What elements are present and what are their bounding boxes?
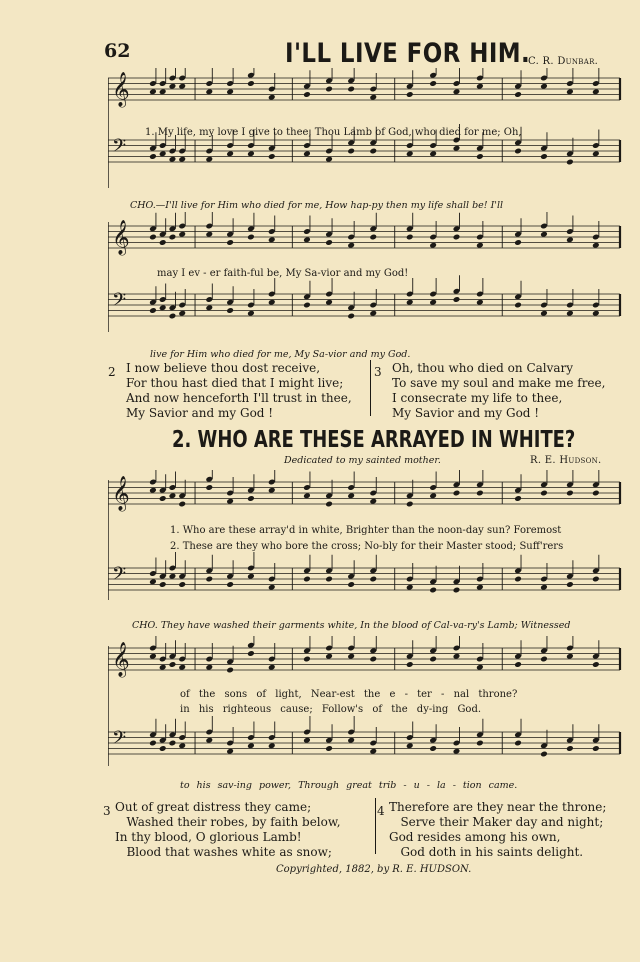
verse-text: I now believe thou dost receive, For thou hast died that I might live; And now henceforth I'll trust in thee, My Savior and my God ! [126, 361, 352, 420]
note-head [247, 234, 255, 241]
hymn1-system1-staves [108, 68, 628, 208]
verse-number: 2 [108, 365, 116, 379]
note-head [369, 576, 377, 583]
note-head [453, 145, 461, 152]
note-head [226, 88, 234, 95]
note-head [149, 578, 157, 585]
note-head [406, 742, 414, 749]
note-head [592, 661, 600, 668]
note-head [514, 740, 522, 747]
bass-clef-icon: 𝄢 [112, 564, 127, 589]
note-head [159, 664, 167, 671]
note-head [159, 304, 167, 311]
note-head [540, 83, 548, 90]
note-head [205, 304, 213, 311]
note-head [178, 83, 186, 90]
note-head [247, 742, 255, 749]
hymn2-line2-lyrics-bass: to his sav-ing power, Through great trib - u - la - tion came. [180, 780, 518, 791]
note-head [347, 653, 355, 660]
hymn1-verse-2 [108, 361, 352, 420]
note-head [268, 236, 276, 243]
note-head [476, 299, 484, 306]
hymn2-verse-4 [377, 800, 607, 859]
note-head [149, 653, 157, 660]
hymn2-verse1-lyrics: 1. Who are these array'd in white, Brighter than the noon-day sun? Foremost [170, 525, 562, 536]
note-head [347, 148, 355, 155]
note-head [429, 150, 437, 157]
note-head [429, 80, 437, 87]
verse-number: 3 [374, 365, 382, 379]
note-head [476, 83, 484, 90]
note-head [226, 581, 234, 588]
verse-number: 3 [103, 804, 111, 818]
note-head [369, 234, 377, 241]
note-head [268, 487, 276, 494]
note-head [325, 653, 333, 660]
note-head [347, 492, 355, 499]
note-head [169, 234, 177, 241]
note-head [205, 88, 213, 95]
note-head [540, 153, 548, 160]
note-head [303, 737, 311, 744]
note-head [159, 150, 167, 157]
note-head [592, 150, 600, 157]
note-head [149, 88, 157, 95]
note-head [369, 148, 377, 155]
note-head [169, 156, 177, 163]
hymn2-dedication: Dedicated to my sainted mother. [284, 455, 441, 466]
note-head [205, 156, 213, 163]
note-head [169, 83, 177, 90]
note-head [178, 501, 186, 508]
note-head [247, 650, 255, 657]
note-head [566, 581, 574, 588]
note-head [476, 584, 484, 591]
note-head [540, 584, 548, 591]
note-head [476, 740, 484, 747]
note-head [476, 664, 484, 671]
note-head [325, 745, 333, 752]
note-head [406, 299, 414, 306]
verse-divider [375, 798, 376, 854]
note-head [226, 150, 234, 157]
note-head [476, 242, 484, 249]
note-head [226, 307, 234, 314]
note-head [149, 153, 157, 160]
verse-text: Therefore are they near the throne; Serve their Maker day and night; God resides among his own, God doth in his saints delight. [389, 800, 607, 859]
note-head [303, 656, 311, 663]
note-head [592, 242, 600, 249]
treble-clef-icon: 𝄞 [112, 220, 130, 255]
note-head [247, 495, 255, 502]
hymn1-composer: C. R. Dunbar. [528, 56, 599, 67]
note-head [566, 236, 574, 243]
note-head [268, 153, 276, 160]
note-head [325, 156, 333, 163]
note-head [226, 667, 234, 674]
note-head [592, 310, 600, 317]
page-number: 62 [104, 40, 131, 62]
note-head [178, 310, 186, 317]
note-head [592, 576, 600, 583]
note-head [303, 492, 311, 499]
note-head [566, 745, 574, 752]
verse-text: Out of great distress they came; Washed their robes, by faith below, In thy blood, O glorious Lamb! Blood that washes white as snow; [115, 800, 341, 859]
hymn2-title: 2. WHO ARE THESE ARRAYED IN WHITE? [172, 427, 576, 453]
note-head [406, 91, 414, 98]
treble-clef-icon: 𝄞 [112, 476, 130, 511]
note-head [325, 576, 333, 583]
note-head [406, 150, 414, 157]
note-head [453, 234, 461, 241]
note-head [178, 231, 186, 238]
hymn2-verse-3 [103, 800, 341, 859]
note-head [429, 242, 437, 249]
note-head [347, 737, 355, 744]
note-head [247, 310, 255, 317]
note-head [514, 239, 522, 246]
note-head [347, 581, 355, 588]
hymn1-chorus-lyrics-top: CHO.—I'll live for Him who died for me, How hap-py then my life shall be! I'll [130, 200, 504, 211]
note-head [169, 661, 177, 668]
hymn2-composer: R. E. Hudson. [530, 455, 602, 466]
hymn2-line2-lyrics-v2: in his righteous cause; Follow's of the dy-ing God. [180, 704, 482, 715]
note-head [303, 150, 311, 157]
hymn2-verse2-lyrics: 2. These are they who bore the cross; No-bly for their Master stood; Suff'rers [170, 541, 564, 552]
note-head [540, 231, 548, 238]
note-head [566, 310, 574, 317]
note-head [268, 584, 276, 591]
note-head [347, 86, 355, 93]
note-head [514, 91, 522, 98]
note-head [347, 242, 355, 249]
note-head [159, 745, 167, 752]
note-head [429, 587, 437, 594]
note-head [453, 490, 461, 497]
note-head [566, 653, 574, 660]
note-head [247, 573, 255, 580]
note-head [514, 576, 522, 583]
note-head [514, 302, 522, 309]
note-head [592, 88, 600, 95]
bass-clef-icon: 𝄢 [112, 136, 127, 161]
note-head [205, 664, 213, 671]
note-head [566, 159, 574, 166]
note-head [205, 737, 213, 744]
hymn1-title: I'LL LIVE FOR HIM. [285, 38, 531, 69]
verse-number: 4 [377, 804, 385, 818]
verse-text: Oh, thou who died on Calvary To save my soul and make me free, I consecrate my life to thee, My Savior and my God ! [392, 361, 606, 420]
note-head [268, 94, 276, 101]
note-head [159, 581, 167, 588]
note-head [169, 492, 177, 499]
note-head [406, 501, 414, 508]
treble-clef-icon: 𝄞 [112, 642, 130, 677]
note-head [453, 296, 461, 303]
note-head [178, 664, 186, 671]
note-head [178, 742, 186, 749]
note-head [149, 307, 157, 314]
note-head [159, 239, 167, 246]
note-head [149, 234, 157, 241]
note-head [169, 313, 177, 320]
note-head [178, 581, 186, 588]
hymn1-chorus-lyrics-mid: may I ev - er faith-ful be, My Sa-vior and my God! [157, 268, 409, 279]
note-head [325, 86, 333, 93]
note-head [325, 239, 333, 246]
note-head [347, 313, 355, 320]
note-head [429, 745, 437, 752]
note-head [566, 490, 574, 497]
note-head [514, 661, 522, 668]
note-head [429, 299, 437, 306]
note-head [268, 299, 276, 306]
note-head [149, 740, 157, 747]
note-head [159, 495, 167, 502]
note-head [169, 740, 177, 747]
hymn1-chorus-lyrics-bass: live for Him who died for me, My Sa-vior and my God. [150, 349, 411, 360]
note-head [476, 490, 484, 497]
note-head [540, 656, 548, 663]
hymn2-line2-lyrics-v1: of the sons of light, Near-est the e - ter - nal throne? [180, 689, 518, 700]
note-head [476, 153, 484, 160]
hymn1-verse-3 [374, 361, 606, 420]
note-head [453, 748, 461, 755]
note-head [303, 91, 311, 98]
note-head [453, 653, 461, 660]
note-head [226, 748, 234, 755]
note-head [178, 156, 186, 163]
note-head [453, 587, 461, 594]
note-head [514, 148, 522, 155]
note-head [406, 234, 414, 241]
note-head [226, 239, 234, 246]
note-head [247, 80, 255, 87]
note-head [303, 576, 311, 583]
note-head [406, 584, 414, 591]
note-head [429, 492, 437, 499]
note-head [325, 501, 333, 508]
note-head [369, 656, 377, 663]
note-head [247, 150, 255, 157]
verse-divider [370, 360, 371, 416]
note-head [453, 88, 461, 95]
note-head [268, 742, 276, 749]
note-head [369, 748, 377, 755]
copyright-notice: Copyrighted, 1882, by R. E. HUDSON. [276, 864, 472, 875]
note-head [514, 495, 522, 502]
note-head [325, 299, 333, 306]
note-head [369, 498, 377, 505]
note-head [540, 310, 548, 317]
hymn1-verse1-lyrics: 1. My life, my love I give to thee, Thou Lamb of God, who died for me; Oh, [145, 127, 522, 138]
note-head [149, 487, 157, 494]
hymn2-chorus-lyrics: CHO. They have washed their garments white, In the blood of Cal-va-ry's Lamb; Witnessed [132, 620, 571, 631]
bass-clef-icon: 𝄢 [112, 728, 127, 753]
note-head [369, 94, 377, 101]
note-head [406, 661, 414, 668]
note-head [429, 656, 437, 663]
note-head [566, 88, 574, 95]
hymn1-system2-staves [108, 212, 628, 352]
note-head [303, 302, 311, 309]
note-head [592, 745, 600, 752]
treble-clef-icon: 𝄞 [112, 72, 130, 107]
note-head [205, 231, 213, 238]
note-head [303, 236, 311, 243]
bass-clef-icon: 𝄢 [112, 290, 127, 315]
note-head [540, 490, 548, 497]
note-head [592, 490, 600, 497]
note-head [159, 88, 167, 95]
note-head [540, 751, 548, 758]
note-head [169, 573, 177, 580]
note-head [205, 576, 213, 583]
note-head [205, 484, 213, 491]
note-head [268, 664, 276, 671]
note-head [226, 498, 234, 505]
note-head [369, 310, 377, 317]
